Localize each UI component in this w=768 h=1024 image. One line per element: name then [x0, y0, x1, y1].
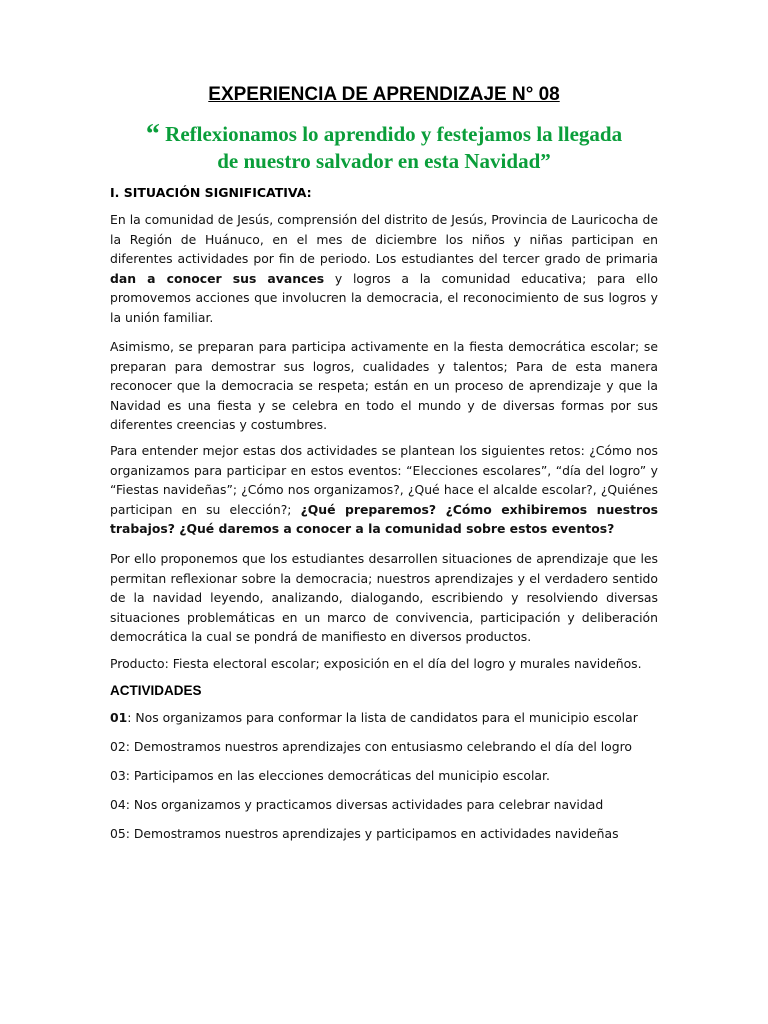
paragraph-challenges — [110, 441, 658, 539]
document-subtitle — [0, 121, 768, 175]
paragraph-challenges-bold: ¿Qué preparemos? ¿Cómo exhibiremos nuestros trabajos? ¿Qué daremos a conocer a la comunidad sobre estos eventos? — [110, 501, 658, 536]
section-heading: I. SITUACIÓN SIGNIFICATIVA: — [110, 185, 312, 200]
activity-item — [110, 797, 670, 812]
activity-text: : Nos organizamos para conformar la lista de candidatos para el municipio escolar — [127, 710, 638, 725]
subtitle-open-quote: “ — [145, 119, 160, 150]
paragraph-context-text-a: En la comunidad de Jesús, comprensión del distrito de Jesús, Provincia de Lauricocha de la Región de Huánuco, en el mes de diciembre los niños y niñas participan en diferentes actividades por fin de periodo. Los estudiantes del tercer grado de primaria — [110, 212, 658, 266]
subtitle-line-2: de nuestro salvador en esta Navidad” — [217, 149, 551, 173]
activity-item — [110, 826, 670, 841]
activity-item — [110, 768, 670, 783]
subtitle-line-1: Reflexionamos lo aprendido y festejamos la llegada — [159, 122, 623, 146]
activity-item — [110, 710, 670, 725]
activity-text: 02: Demostramos nuestros aprendizajes con entusiasmo celebrando el día del logro — [110, 739, 633, 754]
paragraph-context-text-b: y logros a la comunidad educativa; para ello promovemos acciones que involucren la democracia, el reconocimiento de sus logros y la unión familiar. — [110, 270, 658, 325]
activity-text: 03: Participamos en las elecciones democráticas del municipio escolar. — [110, 768, 550, 783]
paragraph-proposal: Por ello proponemos que los estudiantes desarrollen situaciones de aprendizaje que les permitan reflexionar sobre la democracia; nuestros aprendizajes y el verdadero sentido de la navidad leyendo, analizando, dialogando, escribiendo y resolviendo diversas situaciones problemáticas en un marco de convivencia, participación y deliberación democrática la cual se pondrá de manifiesto en diversos productos. — [110, 551, 658, 644]
paragraph-preparation: Asimismo, se preparan para participa activamente en la fiesta democrática escolar; se preparan para demostrar sus logros, cualidades y talentos; Para de esta manera reconocer que la democracia se respeta; están en un proceso de aprendizaje y que la Navidad es una fiesta y se celebra en todo el mundo y de diversas formas por sus diferentes creencias y costumbres. — [110, 339, 658, 432]
activities-heading: ACTIVIDADES — [110, 683, 202, 698]
paragraph-context-bold: dan a conocer sus avances — [110, 270, 325, 286]
activity-number: 01 — [110, 710, 128, 725]
activity-text: 05: Demostramos nuestros aprendizajes y participamos en actividades navideñas — [110, 826, 619, 841]
document-title: EXPERIENCIA DE APRENDIZAJE N° 08 — [208, 84, 560, 105]
paragraph-product: Producto: Fiesta electoral escolar; exposición en el día del logro y murales navideños. — [110, 656, 642, 671]
activity-item — [110, 739, 670, 754]
paragraph-context — [110, 210, 658, 327]
paragraph-challenges-text: Para entender mejor estas dos actividades se plantean los siguientes retos: ¿Cómo nos organizamos para participar en estos eventos: “Elecciones escolares”, “día del logro” y “Fiestas navideñas”; ¿Cómo nos organizamos?, ¿Qué hace el alcalde escolar?, ¿Quiénes participan en su elección?; — [110, 443, 658, 517]
activity-text: 04: Nos organizamos y practicamos diversas actividades para celebrar navidad — [110, 797, 604, 812]
